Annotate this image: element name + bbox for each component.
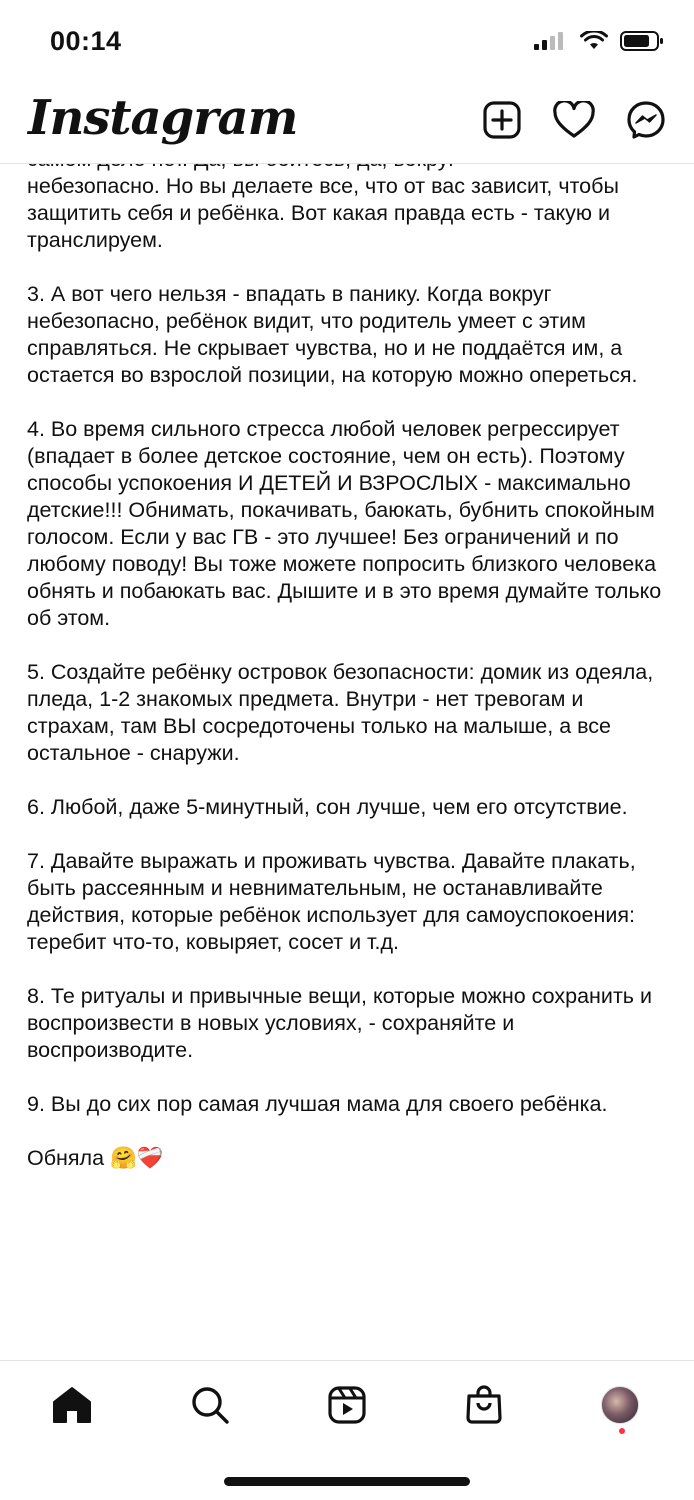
home-indicator <box>224 1477 470 1486</box>
shop-icon <box>465 1385 503 1425</box>
tab-search[interactable] <box>188 1383 232 1427</box>
tab-reels[interactable] <box>325 1383 369 1427</box>
tab-shop[interactable] <box>462 1383 506 1427</box>
tab-home[interactable] <box>50 1383 94 1427</box>
caption-paragraph: 8. Те ритуалы и привычные вещи, которые можно сохранить и воспроизвести в новых условиях, - сохраняйте и воспроизводите. <box>27 984 652 1062</box>
caption-paragraph: 6. Любой, даже 5-минутный, сон лучше, чем его отсутствие. <box>27 795 628 819</box>
caption-paragraph: 3. А вот чего нельзя - впадать в панику. Когда вокруг небезопасно, ребёнок видит, что родитель умеет с этим справляться. Не скрывает чувства, но и не поддаётся им, а остается во взрослой позиции, на которую можно опереться. <box>27 282 638 387</box>
signal-icon <box>534 31 568 51</box>
heart-icon <box>553 101 595 139</box>
status-bar <box>0 0 694 84</box>
plus-square-icon <box>482 100 522 140</box>
messages-button[interactable] <box>624 98 668 142</box>
caption-paragraph: 9. Вы до сих пор самая лучшая мама для своего ребёнка. <box>27 1092 608 1116</box>
status-icons <box>534 30 664 52</box>
post-caption <box>0 150 694 1360</box>
caption-paragraph: небезопасно. Но вы делаете все, что от вас зависит, чтобы защитить себя и ребёнка. Вот какая правда есть - такую и транслируем. <box>27 174 619 252</box>
status-time: 00:14 <box>50 26 122 56</box>
wifi-icon <box>580 31 608 51</box>
caption-text <box>27 150 677 1199</box>
caption-paragraph: 5. Создайте ребёнку островок безопасности: домик из одеяла, пледа, 1-2 знакомых предмета. Внутри - нет тревогам и страхам, там ВЫ сосредоточены только на малыше, а все остальное - снаружи. <box>27 660 654 765</box>
reels-icon <box>328 1386 366 1424</box>
tab-profile[interactable] <box>598 1383 642 1427</box>
header-actions <box>480 98 668 142</box>
new-post-button[interactable] <box>480 98 524 142</box>
caption-paragraph: Обняла 🤗❤️‍🩹 <box>27 1146 164 1170</box>
app-header <box>0 84 694 164</box>
messenger-icon <box>626 100 666 140</box>
caption-paragraph: 4. Во время сильного стресса любой человек регрессирует (впадает в более детское состояние, чем он есть). Поэтому способы успокоения И ДЕТЕЙ И ВЗРОСЛЫХ - максимально детские!!! Обнимать, покачивать, баюкать, бубнить спокойным голосом. Если у вас ГВ - это лучшее! Без ограничений и по любому поводу! Вы тоже можете попросить близкого человека обнять и побаюкать вас. Дышите и в это время думайте только об этом. <box>27 417 662 630</box>
avatar <box>601 1386 639 1424</box>
notification-dot <box>619 1428 625 1434</box>
search-icon <box>190 1385 230 1425</box>
activity-button[interactable] <box>552 98 596 142</box>
caption-paragraph: 7. Давайте выражать и проживать чувства. Давайте плакать, быть рассеянным и невнимательным, не останавливайте действия, которые ребёнок использует для самоуспокоения: теребит что-то, ковыряет, сосет и т.д. <box>27 849 636 954</box>
instagram-logo[interactable]: Instagram <box>28 90 298 146</box>
home-icon <box>52 1386 92 1424</box>
battery-icon <box>620 30 664 52</box>
